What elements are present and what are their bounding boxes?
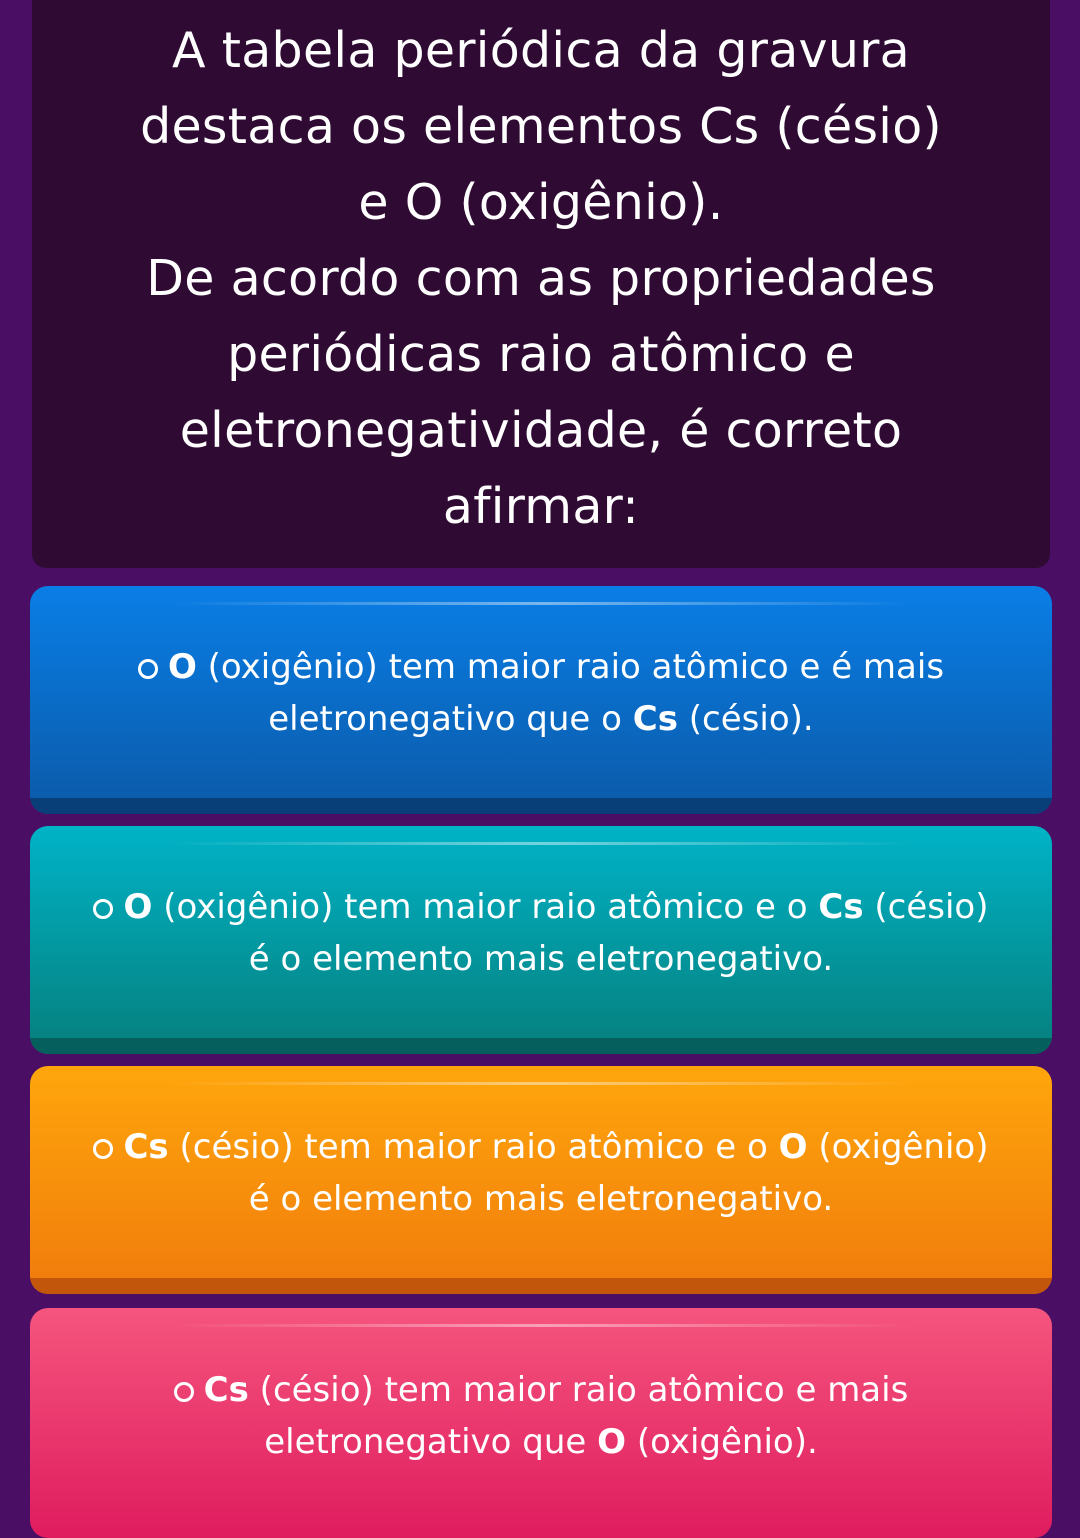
answer-bold: Cs xyxy=(123,1127,169,1167)
answer-text xyxy=(164,1364,919,1468)
radio-circle-icon xyxy=(93,899,113,919)
answer-span: (césio) tem maior raio atômico e mais xyxy=(248,1370,909,1410)
answer-bold: O xyxy=(597,1422,627,1462)
answer-text xyxy=(83,1121,998,1225)
answer-span: eletronegativo que o xyxy=(268,699,633,739)
answer-bottom-edge xyxy=(30,1038,1052,1054)
answer-bold: O xyxy=(167,647,197,687)
answer-bottom-edge xyxy=(30,798,1052,814)
answer-span: eletronegativo que xyxy=(264,1422,598,1462)
question-line: A tabela periódica da gravura xyxy=(172,22,910,79)
answer-span: (oxigênio) xyxy=(807,1127,989,1167)
question-line: De acordo com as propriedades xyxy=(146,250,936,307)
answer-shine xyxy=(170,1082,912,1085)
question-line: destaca os elementos Cs (césio) xyxy=(140,98,942,155)
answer-shine xyxy=(170,602,912,605)
answer-option-a[interactable] xyxy=(30,586,1052,814)
question-line: afirmar: xyxy=(442,478,640,535)
radio-circle-icon xyxy=(138,659,158,679)
answer-span: (oxigênio). xyxy=(626,1422,818,1462)
answer-span: (césio). xyxy=(677,699,814,739)
question-line: periódicas raio atômico e xyxy=(227,326,855,383)
answer-shine xyxy=(170,842,912,845)
answer-span: (oxigênio) tem maior raio atômico e o xyxy=(152,887,819,927)
answer-bold: Cs xyxy=(818,887,864,927)
answer-span: (césio) tem maior raio atômico e o xyxy=(168,1127,779,1167)
radio-circle-icon xyxy=(93,1139,113,1159)
answer-bold: O xyxy=(778,1127,808,1167)
answer-span: é o elemento mais eletronegativo. xyxy=(248,939,834,979)
answer-text xyxy=(128,641,954,745)
question-line: eletronegatividade, é correto xyxy=(179,402,903,459)
answer-span: é o elemento mais eletronegativo. xyxy=(248,1179,834,1219)
question-card xyxy=(32,0,1050,568)
answer-span: (césio) xyxy=(863,887,989,927)
answer-bold: Cs xyxy=(203,1370,249,1410)
question-line: e O (oxigênio). xyxy=(358,174,724,231)
question-text xyxy=(140,13,942,545)
answer-text xyxy=(83,881,998,985)
answer-option-b[interactable] xyxy=(30,826,1052,1054)
answer-bottom-edge xyxy=(30,1278,1052,1294)
answer-option-d[interactable] xyxy=(30,1308,1052,1538)
radio-circle-icon xyxy=(174,1382,194,1402)
answer-option-c[interactable] xyxy=(30,1066,1052,1294)
answer-bold: O xyxy=(123,887,153,927)
answer-shine xyxy=(170,1324,912,1327)
answer-bold: Cs xyxy=(632,699,678,739)
answer-span: (oxigênio) tem maior raio atômico e é mais xyxy=(196,647,945,687)
